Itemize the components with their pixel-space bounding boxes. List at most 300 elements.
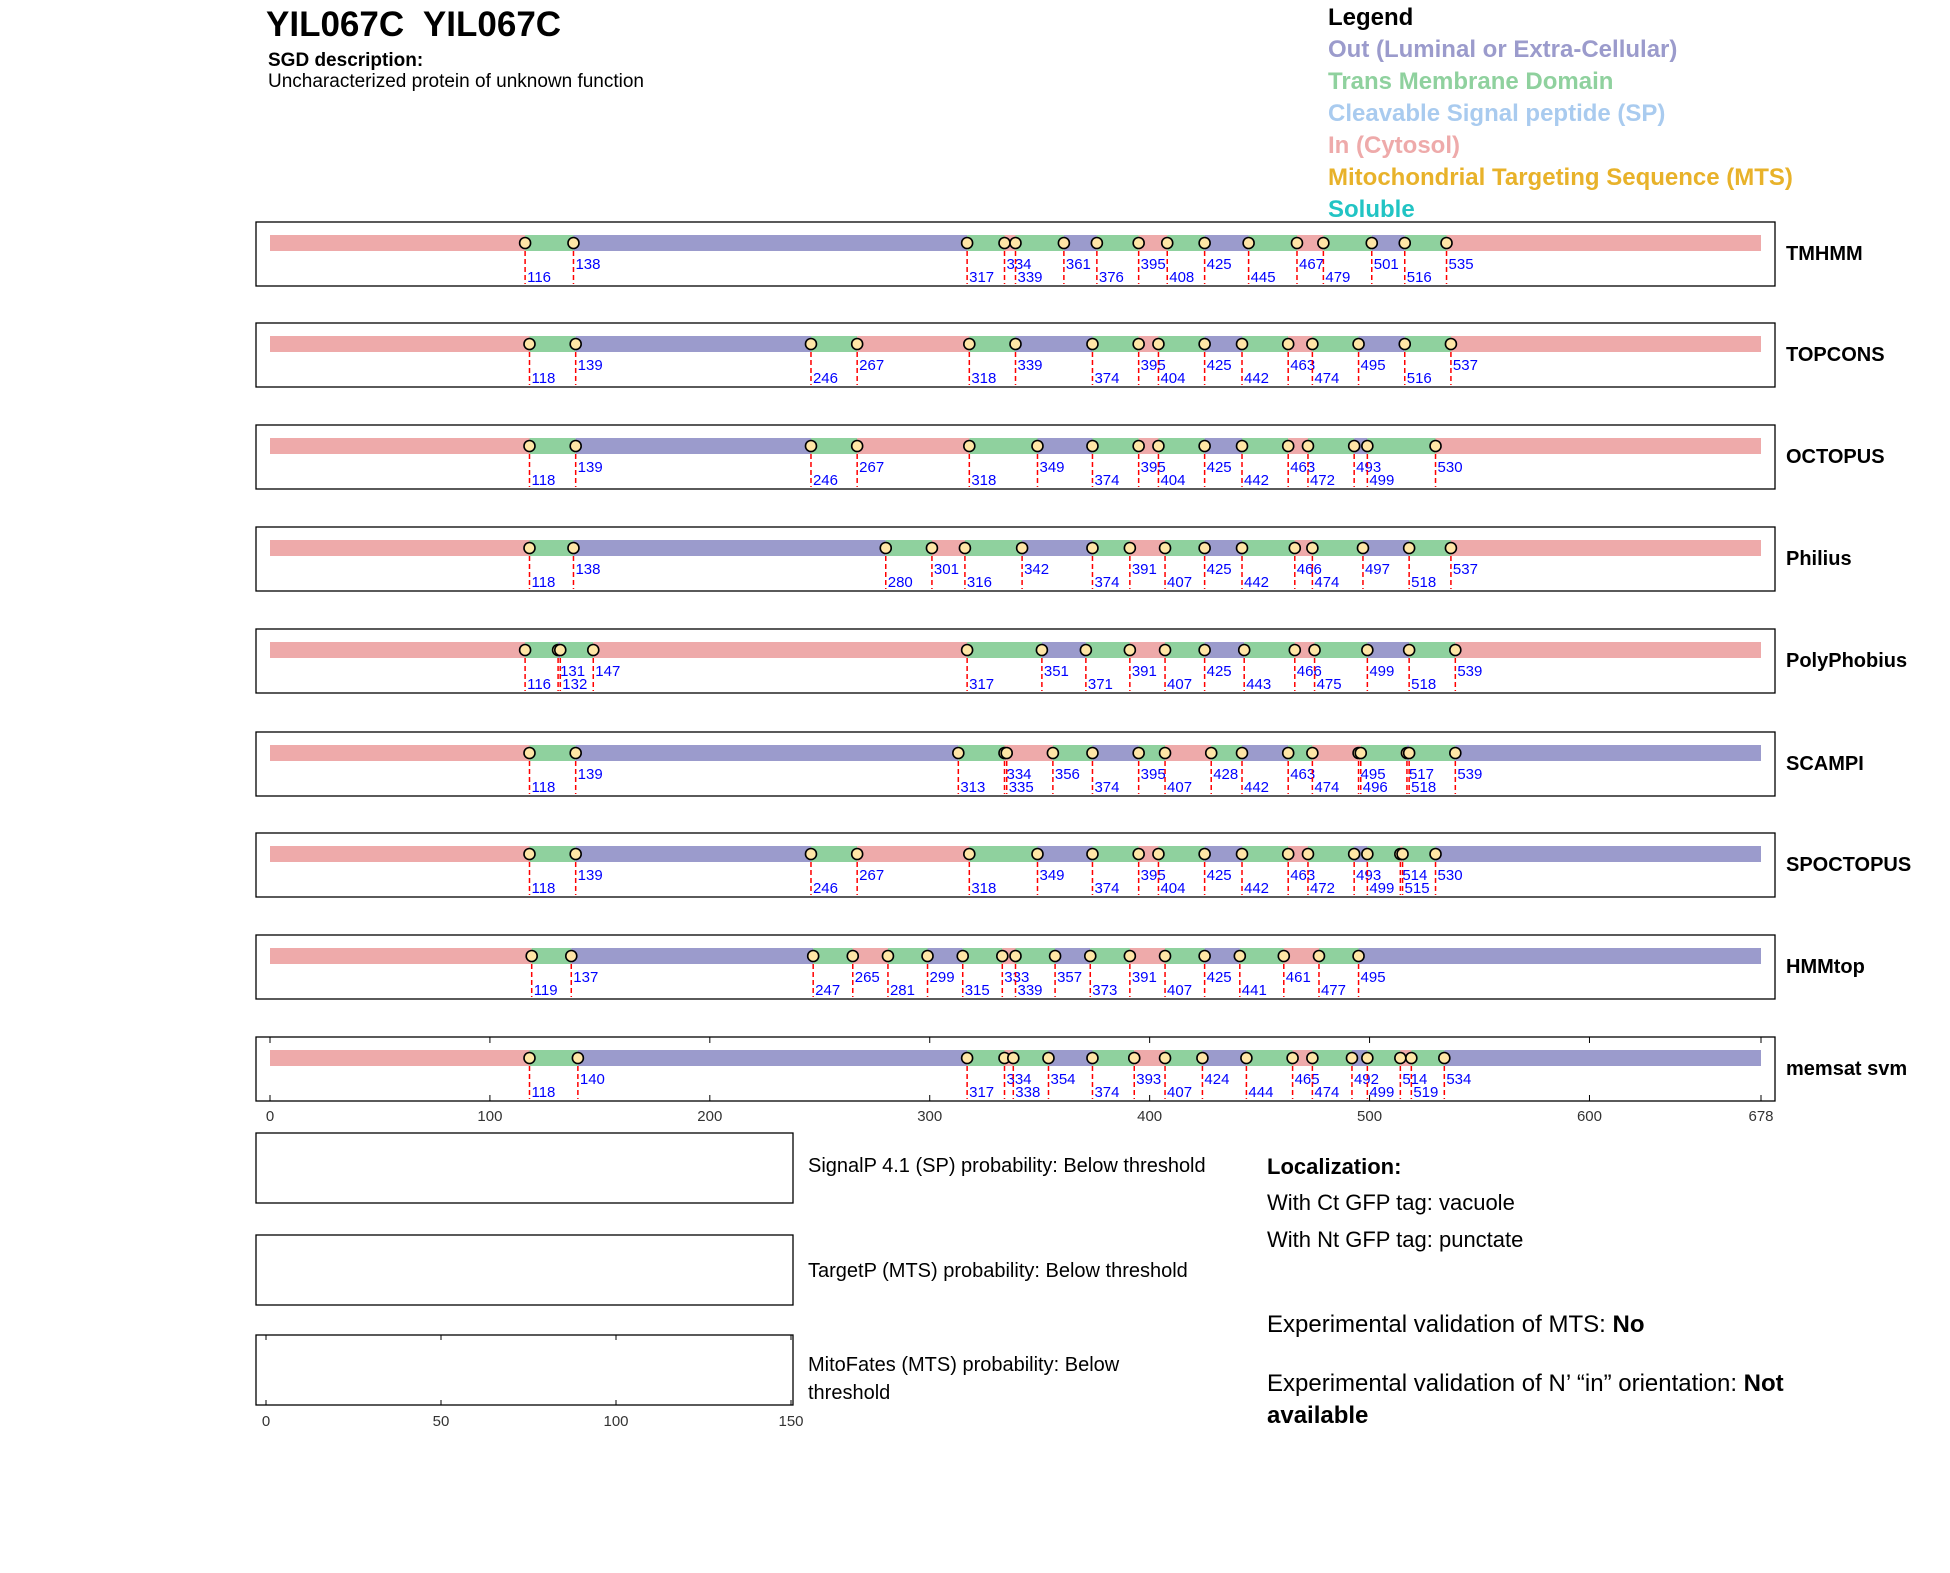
boundary-marker: [1346, 1053, 1357, 1064]
segment-tm: [525, 235, 573, 251]
boundary-marker: [1058, 238, 1069, 249]
boundary-marker: [524, 339, 535, 350]
boundary-marker: [1036, 645, 1047, 656]
boundary-marker: [1160, 748, 1171, 759]
boundary-label: 395: [1140, 459, 1166, 476]
boundary-marker: [1124, 645, 1135, 656]
boundary-marker: [1160, 543, 1171, 554]
segment-out: [571, 948, 813, 964]
segment-out: [1359, 948, 1761, 964]
boundary-marker: [1349, 849, 1360, 860]
boundary-marker: [524, 849, 535, 860]
segment-tm: [1244, 642, 1295, 658]
boundary-marker: [566, 951, 577, 962]
boundary-marker: [1199, 645, 1210, 656]
boundary-marker: [852, 441, 863, 452]
boundary-marker: [1239, 645, 1250, 656]
mts-validation-value: No: [1612, 1311, 1645, 1338]
boundary-marker: [1197, 1053, 1208, 1064]
segment-tm: [1315, 642, 1368, 658]
boundary-marker: [1307, 543, 1318, 554]
boundary-label: 518: [1411, 779, 1437, 796]
x-tick-label: 500: [1357, 1108, 1383, 1125]
segment-in: [1007, 745, 1053, 761]
boundary-label: 391: [1131, 561, 1157, 578]
boundary-marker: [1091, 238, 1102, 249]
boundary-label: 139: [577, 459, 603, 476]
boundary-label: 246: [812, 880, 839, 897]
boundary-label: 351: [1043, 663, 1069, 680]
boundary-label: 317: [969, 269, 995, 286]
boundary-label: 267: [859, 867, 885, 884]
boundary-label: 374: [1094, 1084, 1120, 1101]
boundary-marker: [1355, 748, 1366, 759]
boundary-label: 537: [1452, 357, 1478, 374]
boundary-label: 499: [1369, 880, 1395, 897]
boundary-label: 474: [1314, 1084, 1340, 1101]
boundary-marker: [1318, 238, 1329, 249]
boundary-label: 333: [1004, 969, 1030, 986]
boundary-label: 138: [575, 256, 601, 273]
boundary-marker: [1353, 951, 1364, 962]
boundary-label: 342: [1024, 561, 1050, 578]
legend-soluble: Soluble: [1328, 196, 1415, 223]
boundary-label: 425: [1206, 867, 1232, 884]
segment-tm: [1242, 540, 1295, 556]
boundary-label: 463: [1290, 357, 1316, 374]
segment-out: [573, 540, 885, 556]
segment-tm: [1249, 235, 1297, 251]
segment-tm: [1242, 438, 1288, 454]
boundary-label: 374: [1094, 370, 1120, 387]
boundary-label: 466: [1296, 561, 1322, 578]
boundary-label: 393: [1136, 1071, 1162, 1088]
predictor-label-2: OCTOPUS: [1786, 446, 1885, 468]
predictor-label-1: TOPCONS: [1786, 344, 1885, 366]
boundary-marker: [1399, 339, 1410, 350]
segment-in: [1451, 540, 1761, 556]
boundary-marker: [1357, 543, 1368, 554]
boundary-label: 404: [1160, 370, 1186, 387]
boundary-label: 441: [1241, 982, 1267, 999]
segment-tm: [958, 745, 1004, 761]
predictor-label-4: PolyPhobius: [1786, 650, 1908, 672]
boundary-label: 339: [1017, 269, 1043, 286]
boundary-label: 425: [1206, 663, 1232, 680]
boundary-marker: [1439, 1053, 1450, 1064]
boundary-label: 407: [1167, 1084, 1193, 1101]
segment-in: [857, 438, 969, 454]
boundary-label: 349: [1039, 867, 1065, 884]
boundary-label: 499: [1369, 1084, 1395, 1101]
boundary-label: 317: [969, 676, 995, 693]
boundary-label: 116: [527, 676, 552, 693]
boundary-label: 374: [1094, 880, 1120, 897]
segment-tm: [529, 336, 575, 352]
boundary-label: 539: [1457, 663, 1483, 680]
x-tick-label: 600: [1576, 1108, 1602, 1125]
boundary-label: 139: [577, 357, 603, 374]
boundary-marker: [1017, 543, 1028, 554]
boundary-marker: [1124, 543, 1135, 554]
boundary-label: 495: [1360, 357, 1386, 374]
boundary-marker: [1087, 441, 1098, 452]
boundary-marker: [808, 951, 819, 962]
x-tick-label: 100: [477, 1108, 503, 1125]
boundary-label: 467: [1298, 256, 1325, 273]
boundary-label: 534: [1446, 1071, 1472, 1088]
boundary-marker: [1291, 238, 1302, 249]
segment-tm: [529, 745, 575, 761]
boundary-label: 466: [1296, 663, 1322, 680]
track-frame-4: [256, 629, 1775, 693]
boundary-marker: [962, 238, 973, 249]
boundary-marker: [1404, 543, 1415, 554]
track-frame-3: [256, 527, 1775, 591]
boundary-marker: [953, 748, 964, 759]
boundary-marker: [1010, 339, 1021, 350]
boundary-label: 318: [971, 472, 997, 489]
legend-mts: Mitochondrial Targeting Sequence (MTS): [1328, 164, 1793, 191]
segment-tm: [1242, 846, 1288, 862]
mts-validation: [1267, 1311, 1644, 1339]
boundary-label: 349: [1039, 459, 1065, 476]
segment-tm: [969, 846, 1037, 862]
legend-title: Legend: [1328, 4, 1414, 31]
boundary-label: 280: [887, 574, 913, 591]
boundary-marker: [1283, 441, 1294, 452]
boundary-marker: [1199, 543, 1210, 554]
boundary-label: 465: [1294, 1071, 1320, 1088]
boundary-label: 316: [966, 574, 992, 591]
boundary-label: 395: [1140, 766, 1166, 783]
boundary-label: 267: [859, 459, 885, 476]
boundary-marker: [1397, 849, 1408, 860]
boundary-marker: [1199, 238, 1210, 249]
boundary-marker: [1133, 339, 1144, 350]
boundary-label: 516: [1406, 269, 1432, 286]
boundary-label: 299: [929, 969, 955, 986]
boundary-marker: [572, 1053, 583, 1064]
boundary-marker: [570, 748, 581, 759]
segment-tm: [1312, 540, 1363, 556]
boundary-label: 339: [1017, 982, 1043, 999]
boundary-label: 444: [1248, 1084, 1274, 1101]
segment-in: [593, 642, 967, 658]
boundary-label: 474: [1314, 370, 1340, 387]
boundary-marker: [520, 645, 531, 656]
segment-tm: [1240, 948, 1284, 964]
boundary-label: 539: [1457, 766, 1483, 783]
boundary-label: 499: [1369, 472, 1395, 489]
segment-tm: [811, 438, 857, 454]
boundary-label: 376: [1098, 269, 1124, 286]
orientation-validation-label: Experimental validation of N’ “in” orientation:: [1267, 1370, 1744, 1397]
boundary-marker: [1133, 849, 1144, 860]
boundary-marker: [1283, 339, 1294, 350]
segment-in: [1436, 438, 1761, 454]
boundary-label: 404: [1160, 880, 1186, 897]
boundary-marker: [805, 339, 816, 350]
boundary-marker: [1307, 1053, 1318, 1064]
segment-tm: [1367, 438, 1435, 454]
boundary-marker: [1441, 238, 1452, 249]
segment-tm: [1092, 438, 1138, 454]
boundary-label: 317: [969, 1084, 995, 1101]
boundary-marker: [568, 238, 579, 249]
boundary-marker: [1133, 748, 1144, 759]
boundary-marker: [805, 849, 816, 860]
segment-tm: [529, 438, 575, 454]
boundary-marker: [1287, 1053, 1298, 1064]
boundary-marker: [959, 543, 970, 554]
boundary-marker: [957, 951, 968, 962]
boundary-label: 497: [1364, 561, 1390, 578]
boundary-marker: [1160, 951, 1171, 962]
boundary-marker: [1087, 748, 1098, 759]
boundary-label: 514: [1402, 867, 1428, 884]
boundary-label: 479: [1325, 269, 1351, 286]
boundary-marker: [962, 645, 973, 656]
sgd-description: Uncharacterized protein of unknown function: [268, 71, 645, 92]
boundary-label: 463: [1290, 766, 1316, 783]
segment-out: [1048, 1050, 1092, 1066]
segment-tm: [1361, 745, 1407, 761]
boundary-marker: [1404, 645, 1415, 656]
segment-tm: [1246, 1050, 1292, 1066]
boundary-label: 139: [577, 867, 603, 884]
segment-out: [1092, 745, 1138, 761]
boundary-marker: [962, 1053, 973, 1064]
segment-tm: [1405, 336, 1451, 352]
segment-tm: [1242, 336, 1288, 352]
boundary-label: 119: [533, 982, 558, 999]
boundary-marker: [524, 748, 535, 759]
boundary-label: 301: [933, 561, 959, 578]
boundary-label: 407: [1167, 574, 1193, 591]
boundary-label: 334: [1006, 766, 1032, 783]
x-tick-label: 678: [1748, 1108, 1774, 1125]
boundary-marker: [1124, 951, 1135, 962]
boundary-marker: [1313, 951, 1324, 962]
boundary-marker: [847, 951, 858, 962]
boundary-label: 318: [971, 880, 997, 897]
boundary-label: 395: [1140, 256, 1166, 273]
boundary-marker: [588, 645, 599, 656]
boundary-label: 373: [1092, 982, 1118, 999]
boundary-label: 442: [1244, 472, 1270, 489]
boundary-label: 118: [531, 779, 556, 796]
boundary-marker: [880, 543, 891, 554]
boundary-label: 516: [1406, 370, 1432, 387]
prob-tick-label: 100: [603, 1413, 629, 1430]
boundary-label: 131: [560, 663, 586, 680]
legend-in: In (Cytosol): [1328, 132, 1460, 159]
segment-in: [270, 1050, 529, 1066]
segment-in: [270, 540, 529, 556]
segment-out: [1242, 745, 1288, 761]
boundary-label: 463: [1290, 459, 1316, 476]
boundary-marker: [1043, 1053, 1054, 1064]
boundary-label: 501: [1373, 256, 1399, 273]
boundary-label: 281: [889, 982, 915, 999]
segment-tm: [967, 642, 1042, 658]
boundary-label: 495: [1360, 766, 1386, 783]
segment-in: [857, 336, 969, 352]
boundary-label: 407: [1167, 779, 1193, 796]
boundary-label: 475: [1316, 676, 1342, 693]
segment-in: [1447, 235, 1761, 251]
segment-tm: [529, 1050, 577, 1066]
boundary-label: 518: [1411, 676, 1437, 693]
segment-tm: [1016, 235, 1064, 251]
probability-panel-1: [256, 1235, 793, 1305]
segment-in: [270, 235, 525, 251]
sgd-heading: SGD description:: [268, 50, 424, 71]
segment-tm: [1092, 336, 1138, 352]
boundary-marker: [1349, 441, 1360, 452]
boundary-label: 139: [577, 766, 603, 783]
segment-tm: [1158, 336, 1204, 352]
boundary-marker: [926, 543, 937, 554]
boundary-label: 356: [1054, 766, 1080, 783]
boundary-label: 138: [575, 561, 601, 578]
boundary-label: 407: [1167, 982, 1193, 999]
targetp-label: TargetP (MTS) probability: Below threshold: [808, 1260, 1188, 1282]
boundary-marker: [1087, 1053, 1098, 1064]
predictor-label-6: SPOCTOPUS: [1786, 854, 1912, 876]
boundary-marker: [852, 849, 863, 860]
boundary-label: 499: [1369, 663, 1395, 680]
boundary-marker: [1050, 951, 1061, 962]
boundary-marker: [1445, 543, 1456, 554]
boundary-label: 425: [1206, 459, 1232, 476]
boundary-label: 442: [1244, 779, 1270, 796]
segment-in: [1312, 745, 1358, 761]
track-frame-2: [256, 425, 1775, 489]
segment-out: [1205, 235, 1249, 251]
boundary-label: 442: [1244, 370, 1270, 387]
segment-tm: [1409, 745, 1455, 761]
boundary-label: 374: [1094, 574, 1120, 591]
segment-out: [573, 235, 967, 251]
segment-in: [1455, 642, 1761, 658]
predictor-label-0: TMHMM: [1786, 243, 1863, 265]
segment-in: [270, 438, 529, 454]
x-tick-label: 200: [697, 1108, 723, 1125]
segment-in: [270, 948, 532, 964]
segment-in: [270, 336, 529, 352]
boundary-marker: [1362, 849, 1373, 860]
boundary-label: 463: [1290, 867, 1316, 884]
boundary-label: 334: [1006, 256, 1032, 273]
boundary-marker: [1160, 645, 1171, 656]
boundary-marker: [1237, 543, 1248, 554]
boundary-marker: [570, 339, 581, 350]
boundary-label: 118: [531, 472, 556, 489]
segment-tm: [529, 846, 575, 862]
boundary-label: 492: [1353, 1071, 1379, 1088]
boundary-label: 519: [1413, 1084, 1439, 1101]
segment-tm: [1312, 336, 1358, 352]
segment-tm: [969, 336, 1015, 352]
boundary-marker: [1047, 748, 1058, 759]
segment-out: [1455, 745, 1761, 761]
boundary-marker: [568, 543, 579, 554]
boundary-label: 246: [812, 472, 839, 489]
prob-tick-label: 50: [432, 1413, 450, 1430]
boundary-marker: [1430, 849, 1441, 860]
boundary-label: 313: [960, 779, 986, 796]
track-frame-6: [256, 833, 1775, 897]
boundary-label: 496: [1362, 779, 1388, 796]
boundary-marker: [922, 951, 933, 962]
boundary-label: 118: [531, 1084, 556, 1101]
boundary-marker: [1404, 748, 1415, 759]
boundary-marker: [1362, 645, 1373, 656]
boundary-marker: [1010, 238, 1021, 249]
boundary-marker: [1199, 951, 1210, 962]
boundary-marker: [1307, 748, 1318, 759]
orientation-validation: [1267, 1370, 1784, 1398]
boundary-marker: [964, 441, 975, 452]
boundary-marker: [852, 339, 863, 350]
boundary-marker: [1445, 339, 1456, 350]
segment-tm: [1086, 642, 1130, 658]
boundary-label: 518: [1411, 574, 1437, 591]
boundary-marker: [1353, 339, 1364, 350]
boundary-label: 477: [1320, 982, 1347, 999]
mitofates-label-line1: MitoFates (MTS) probability: Below: [808, 1354, 1120, 1376]
segment-out: [1444, 1050, 1761, 1066]
boundary-label: 339: [1017, 357, 1043, 374]
segment-in: [270, 846, 529, 862]
boundary-label: 395: [1140, 357, 1166, 374]
boundary-label: 530: [1437, 867, 1463, 884]
boundary-marker: [1129, 1053, 1140, 1064]
predictor-label-5: SCAMPI: [1786, 753, 1864, 775]
boundary-marker: [1087, 339, 1098, 350]
signalp-label: SignalP 4.1 (SP) probability: Below threshold: [808, 1155, 1206, 1177]
boundary-marker: [1278, 951, 1289, 962]
boundary-marker: [555, 645, 566, 656]
x-tick-label: 0: [265, 1108, 275, 1125]
boundary-marker: [1362, 1053, 1373, 1064]
boundary-marker: [1032, 441, 1043, 452]
boundary-marker: [997, 951, 1008, 962]
boundary-marker: [1237, 748, 1248, 759]
segment-out: [1037, 846, 1092, 862]
boundary-label: 318: [971, 370, 997, 387]
boundary-label: 267: [859, 357, 885, 374]
boundary-marker: [1283, 849, 1294, 860]
page-title: YIL067C YIL067C: [266, 5, 562, 44]
localization-ct: With Ct GFP tag: vacuole: [1267, 1190, 1515, 1215]
segment-in: [270, 642, 525, 658]
boundary-label: 425: [1206, 256, 1232, 273]
boundary-label: 357: [1057, 969, 1083, 986]
boundary-label: 445: [1250, 269, 1276, 286]
boundary-label: 118: [531, 370, 556, 387]
boundary-marker: [1430, 441, 1441, 452]
x-tick-label: 400: [1137, 1108, 1163, 1125]
prob-tick-label: 0: [261, 1413, 271, 1430]
boundary-label: 517: [1408, 766, 1434, 783]
boundary-label: 425: [1206, 969, 1232, 986]
boundary-marker: [1450, 748, 1461, 759]
segment-out: [1359, 336, 1405, 352]
segment-tm: [965, 540, 1022, 556]
